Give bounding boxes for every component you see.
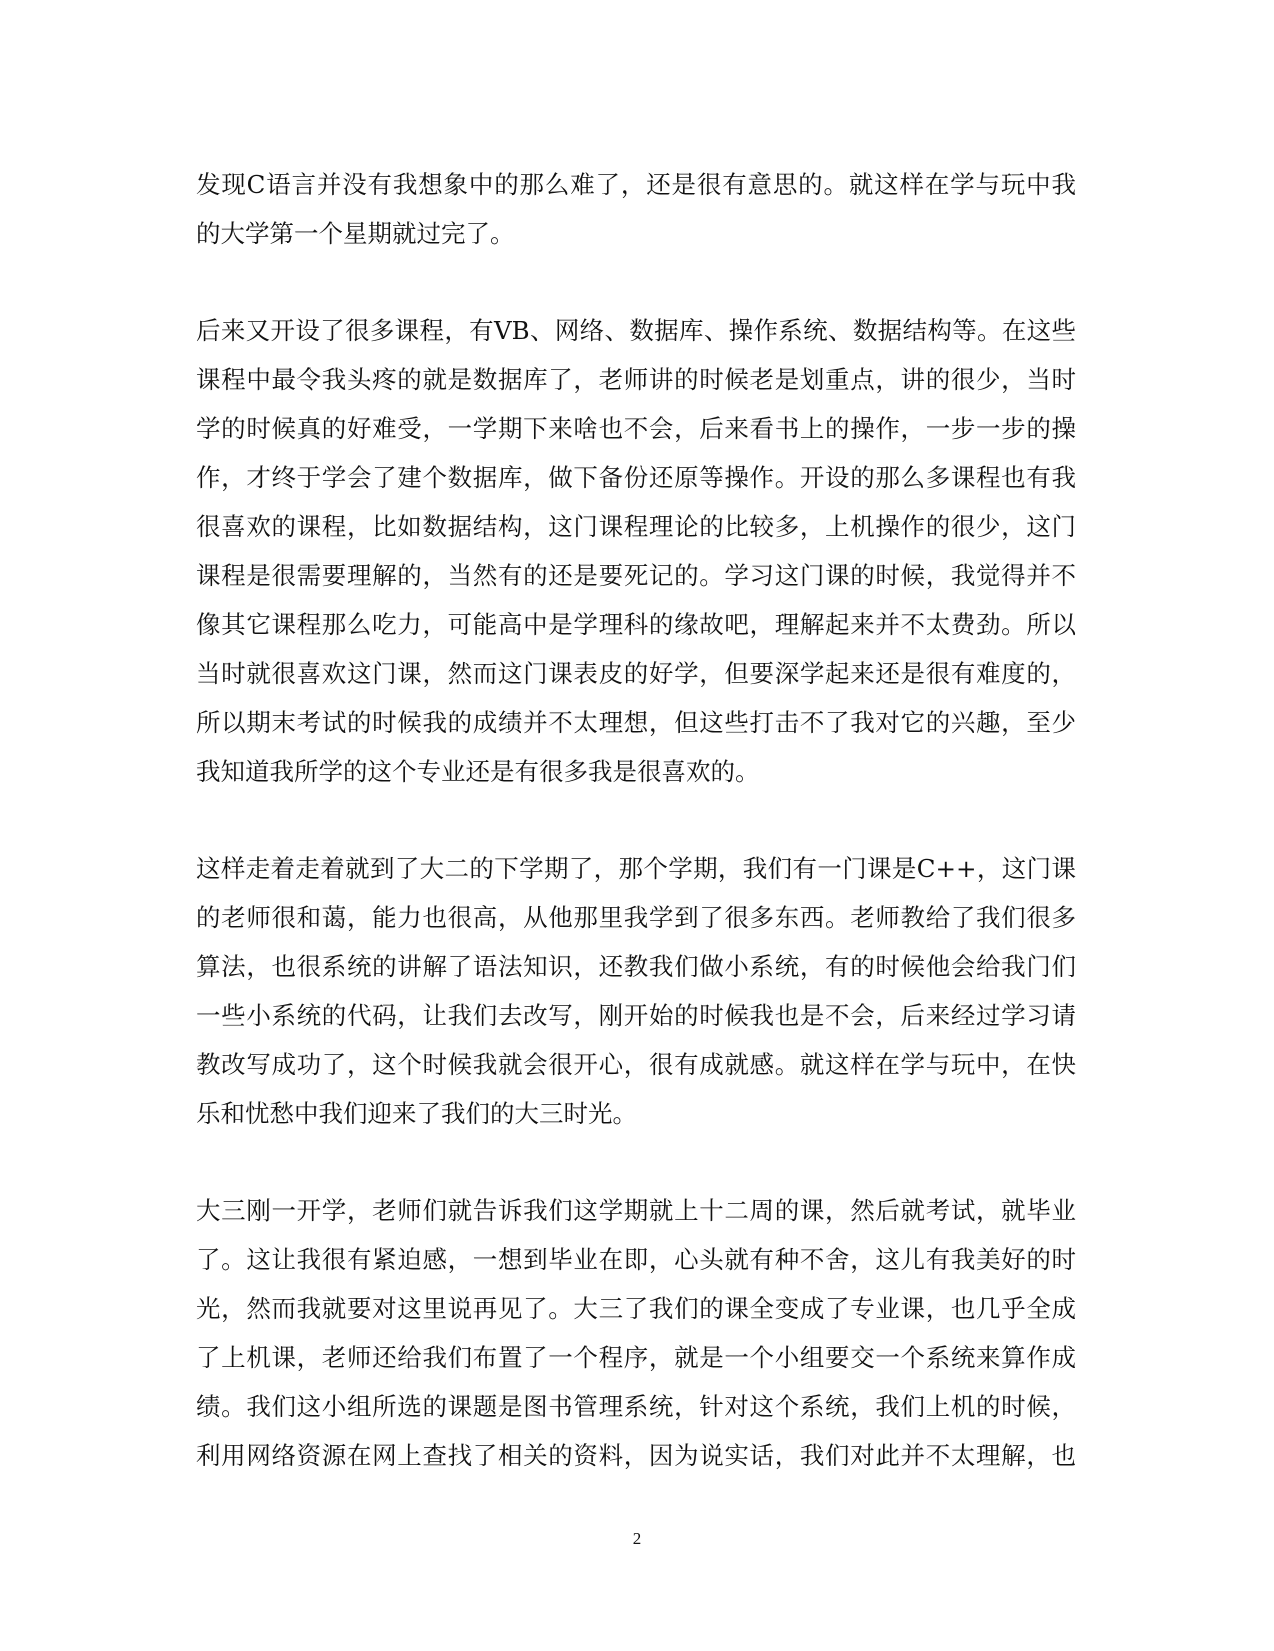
paragraph-1 — [196, 160, 1076, 258]
text-line: 算法，也很系统的讲解了语法知识，还教我们做小系统，有的时候他会给我门们 — [196, 952, 1076, 981]
text-line: 很喜欢的课程，比如数据结构，这门课程理论的比较多，上机操作的很少，这门 — [196, 512, 1076, 541]
text-line: 利用网络资源在网上查找了相关的资料，因为说实话，我们对此并不太理解，也 — [196, 1441, 1076, 1470]
text-line: 当时就很喜欢这门课，然而这门课表皮的好学，但要深学起来还是很有难度的， — [196, 659, 1076, 688]
text-line: 课程是很需要理解的，当然有的还是要死记的。学习这门课的时候，我觉得并不 — [196, 561, 1076, 590]
document-body — [196, 160, 1076, 1528]
text-line: 了。这让我很有紧迫感，一想到毕业在即，心头就有种不舍，这儿有我美好的时 — [196, 1245, 1076, 1274]
text-line: 像其它课程那么吃力，可能高中是学理科的缘故吧，理解起来并不太费劲。所以 — [196, 610, 1076, 639]
text-line: 发现C语言并没有我想象中的那么难了，还是很有意思的。就这样在学与玩中我 — [196, 170, 1076, 199]
text-line: 学的时候真的好难受，一学期下来啥也不会，后来看书上的操作，一步一步的操 — [196, 414, 1076, 443]
paragraph-3 — [196, 844, 1076, 1138]
text-line: 这样走着走着就到了大二的下学期了，那个学期，我们有一门课是C++，这门课 — [196, 854, 1076, 883]
text-line: 大三刚一开学，老师们就告诉我们这学期就上十二周的课，然后就考试，就毕业 — [196, 1196, 1076, 1225]
text-line: 作，才终于学会了建个数据库，做下备份还原等操作。开设的那么多课程也有我 — [196, 463, 1076, 492]
text-line: 了上机课，老师还给我们布置了一个程序，就是一个小组要交一个系统来算作成 — [196, 1343, 1076, 1372]
text-line: 一些小系统的代码，让我们去改写，刚开始的时候我也是不会，后来经过学习请 — [196, 1001, 1076, 1030]
text-line: 光，然而我就要对这里说再见了。大三了我们的课全变成了专业课，也几乎全成 — [196, 1294, 1076, 1323]
text-line: 的大学第一个星期就过完了。 — [196, 219, 515, 248]
paragraph-4 — [196, 1186, 1076, 1480]
text-line: 后来又开设了很多课程，有VB、网络、数据库、操作系统、数据结构等。在这些 — [196, 316, 1076, 345]
paragraph-2 — [196, 306, 1076, 796]
text-line: 课程中最令我头疼的就是数据库了，老师讲的时候老是划重点，讲的很少，当时 — [196, 365, 1076, 394]
text-line: 所以期末考试的时候我的成绩并不太理想，但这些打击不了我对它的兴趣，至少 — [196, 708, 1076, 737]
text-line: 的老师很和蔼，能力也很高，从他那里我学到了很多东西。老师教给了我们很多 — [196, 903, 1076, 932]
text-line: 我知道我所学的这个专业还是有很多我是很喜欢的。 — [196, 757, 760, 786]
text-line: 教改写成功了，这个时候我就会很开心，很有成就感。就这样在学与玩中，在快 — [196, 1050, 1076, 1079]
text-line: 绩。我们这小组所选的课题是图书管理系统，针对这个系统，我们上机的时候， — [196, 1392, 1076, 1421]
page-number: 2 — [632, 1529, 642, 1548]
text-line: 乐和忧愁中我们迎来了我们的大三时光。 — [196, 1099, 637, 1128]
